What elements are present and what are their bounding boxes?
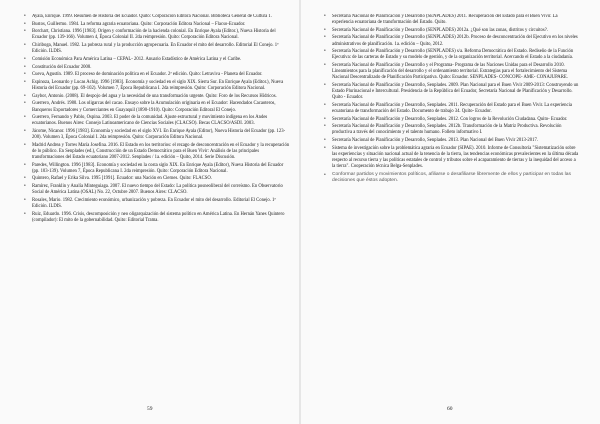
reference-item: • Secretaría Nacional de Planificación y Desarrollo (SENPLADES) 2012a. ¿Qué son las zonas, distritos y circuitos?. (324, 28, 580, 34)
bibliography-list (24, 14, 290, 224)
reference-item: • Secretaría Nacional de Planificación y Desarrollo (SENPLADES) 2011. Recuperación del Estado para el Buen Vivir. La experiencia ecuatoriana de transformación del Estado. Quito. (324, 14, 580, 26)
reference-item: • Guerrero, Fernando y Pablo, Ospina. 2003. El poder de la comunidad. Ajuste estructural y movimiento indígena en los Andes ecuatorianos. Buenos Aires: Consejo Latinoamericano de Ciencias Sociales (CLACSO). Becas CLACSO/ASDI. 2003. (24, 115, 290, 127)
reference-item: • Borchart, Christiana. 1996 [1983]. Origen y conformación de la hacienda colonial. En Enrique Ayala (Editor.), Nueva Historia del Ecuador (pp. 139-166). Volumen 4, Época Colonial II. 2da reimpresión. Quito: Corporación Editora Nacional. (24, 29, 290, 41)
reference-item: • Ramírez, Franklin y Analía Minteguiaga. 2007. El nuevo tiempo del Estado: La política posneoliberal del correísmo. En Observatorio Social de América Latina (OSAL) No. 22, Octubre 2007. Buenos Aires: CLACSO. (24, 184, 290, 196)
reference-item: • Comisión Económica Para América Latina – CEPAL- 2012. Anuario Estadístico de América Latina y el Caribe. (24, 57, 290, 63)
page-gutter (299, 0, 301, 424)
reference-item: • Guerrero, Andrés. 1980. Los oligarcas del cacao. Ensayo sobre la Acumulación originaria en el Ecuador: Hacendados Cacaoteros, Banqueros Exportadores y Comerciantes en Guayaquil (1890-1910). Quito: Corporación Editoral El Conejo. (24, 101, 290, 113)
reference-item: • Chiriboga, Manuel. 1982. La pobreza rural y la producción agropecuaria. En Ecuador el mito del desarrollo. Editorial El Conejo. 1ª Edición. ILDIS. (24, 43, 290, 55)
reference-item: • Paredes, Willington. 1996 [1983]. Economía y sociedad en la costa siglo XIX. En Enrique Ayala (Editor), Nueva Historia del Ecuador (pp. 103-139). Volumen 7, Época Republicana I. 2da reimpresión. Quito: Corporación Editora Nacional. (24, 163, 290, 175)
reference-item: • Gaybor, Antonio. (2008). El despojo del agua y la necesidad de una transformación urgente. Quito: Foro de los Recursos Hídricos. (24, 94, 290, 100)
reference-item: • Bustos, Guillermo. 1984. La reforma agraria ecuatoriana. Quito: Corporación Editora Nacional – Flacso-Ecuador. (24, 22, 290, 28)
reference-item: • Secretaría Nacional de Planificación y Desarrollo (SENPLADES) s/a. Reforma Democrática del Estado. Rediseño de la Función Ejecutiva: de las carteras de Estado y su modelo de gestión, y de la organización territorial. Acercando el Estado a la ciudadanía. (324, 49, 580, 61)
reference-item: • Ruiz, Eduardo. 1996. Crisis, descomposición y neo oligarquización del sistema político en América Latina. En Hernán Yanes Quintero (compilador): El mito de la gobernabilidad. Quito: Editorial Trama. (24, 212, 290, 224)
closing-note: • Conformar partidos y movimientos políticos, afiliarse o desafiliarse libremente de ellos y participar en todas las decisiones que éstos adopten. (324, 172, 580, 185)
reference-item: • Secretaría Nacional de Planificación y Desarrollo, Senplades. 2012. Con logros de la Revolución Ciudadana. Quito- Ecuador. (324, 117, 580, 123)
page-number-left: 59 (147, 406, 153, 412)
reference-item: • Secretaría Nacional de Planificación y Desarrollo, Senplades. 2011. Recuperación del Estado para el Buen Vivir. La experiencia ecuatoriana de transformación del Estado. Documento de trabajo 34. Quito- Ecuador. (324, 103, 580, 115)
right-page (324, 14, 580, 420)
reference-item: • Espinoza, Leonardo y Lucas Achig. 1996 [1983]. Economía y sociedad en el siglo XIX. Sierra Sur. En Enrique Ayala (Editor.), Nueva Historia del Ecuador (pp. 69-102). Volumen 7, Época Republicana I. 2da reimpresión. Quito: Corporación Editora Nacional. (24, 80, 290, 92)
reference-item: • Secretaría Nacional de Planificación y Desarrollo, Senplades. 2013. Plan Nacional del Buen Vivir 2013-2017. (324, 138, 580, 144)
reference-item: • Rosales, Mario. 1982. Crecimiento económico, urbanización y pobreza. En Ecuador el mito del desarrollo. Editorial El Conejo. 1ª Edición. ILDIS. (24, 198, 290, 210)
reference-item: • Constitución del Ecuador 2008. (24, 65, 290, 71)
reference-item: • Ayala, Enrique. 1999. Resumen de Historia del Ecuador. Quito: Corporación Editora Nacional. Biblioteca General de Cultura 1. (24, 14, 290, 20)
reference-item: • Jácome, Nicanor. 1996 [1983]. Economía y sociedad en el siglo XVI. En Enrique Ayala (Editor), Nueva Historia del Ecuador (pp. 123-200). Volumen 3, Época Colonial I. 2da reimpresión. Quito: Corporación Editora Nacional. (24, 129, 290, 141)
reference-item: • Secretaría Nacional de Planificación y Desarrollo, Senplades. 2009. Plan Nacional para el Buen Vivir 2009-2013: Construyendo un Estado Plurinacional e Intercultural. Presidencia de la República del Ecuador, Secretaría Nacional de Planificación y Desarrollo. Quito - Ecuador. (324, 83, 580, 101)
reference-item: • Sistema de investigación sobre la problemática agraria en Ecuador (SIPAE). 2010. Informe de Consultoría "Sistematización sobre las experiencias y situación nacional actual de la tenencia de la tierra, las tendencias económicas prevalecientes en la última década respecto al recurso tierra y las políticas estatales de control y tributos sobre el acaparamiento de tierras y la inequidad del acceso a la tierra". Cooperación técnica Belga-Senplades. (324, 146, 580, 170)
reference-item: • Secretaría Nacional de Planificación y Desarrollo (SENPLADES) 2012b. Proceso de desconcentración del Ejecutivo en los niveles administrativos de planificación. 1a. edición – Quito, 2012. (324, 35, 580, 47)
reference-item: • Quintero, Rafael y Erika Silva. 1995 [1991]. Ecuador: una Nación en Ciernes. Quito: FLACSO. (24, 176, 290, 182)
reference-item: • Secretaría Nacional de Planificación y Desarrollo y el Programa- Programa de las Naciones Unidas para el Desarrollo 2010. Lineamientos para la planificación del desarrollo y el ordenamiento territorial. Estrategias para el fortalecimiento del Sistema Nacional Descentralizado de Planificación Participativa. Quito: Ecuador. SENPLADES- CONCOPE- AME- CONAJUPARE. (324, 63, 580, 81)
reference-item: • Secretaría Nacional de Planificación y Desarrollo, Senplades. 2012b. Transformación de la Matriz Productiva. Revolución productiva a través del conocimiento y el talento humano. Folleto informativo I. (324, 124, 580, 136)
reference-item: • Cueva, Agustín. 1989. El proceso de dominación política en el Ecuador. 2ª edición. Quito: Letraviva - Planeta del Ecuador. (24, 72, 290, 78)
left-page (24, 14, 290, 420)
bibliography-list (324, 14, 580, 185)
reference-item: • Madrid Andrea y Torres María Josefina. 2016. El Estado en los territorios: el rezago de desconcentración en el Ecuador y la recuperación de lo público. En Senplades (ed.), Construcción de un Estado Democrático para el Buen Vivir: Análisis de las principales transformaciones del Estado ecuatoriano 2007-2012. Senplades / 1a. edición – Quito, 2014. Serie Discusión. (24, 143, 290, 161)
page-number-right: 60 (447, 406, 453, 412)
